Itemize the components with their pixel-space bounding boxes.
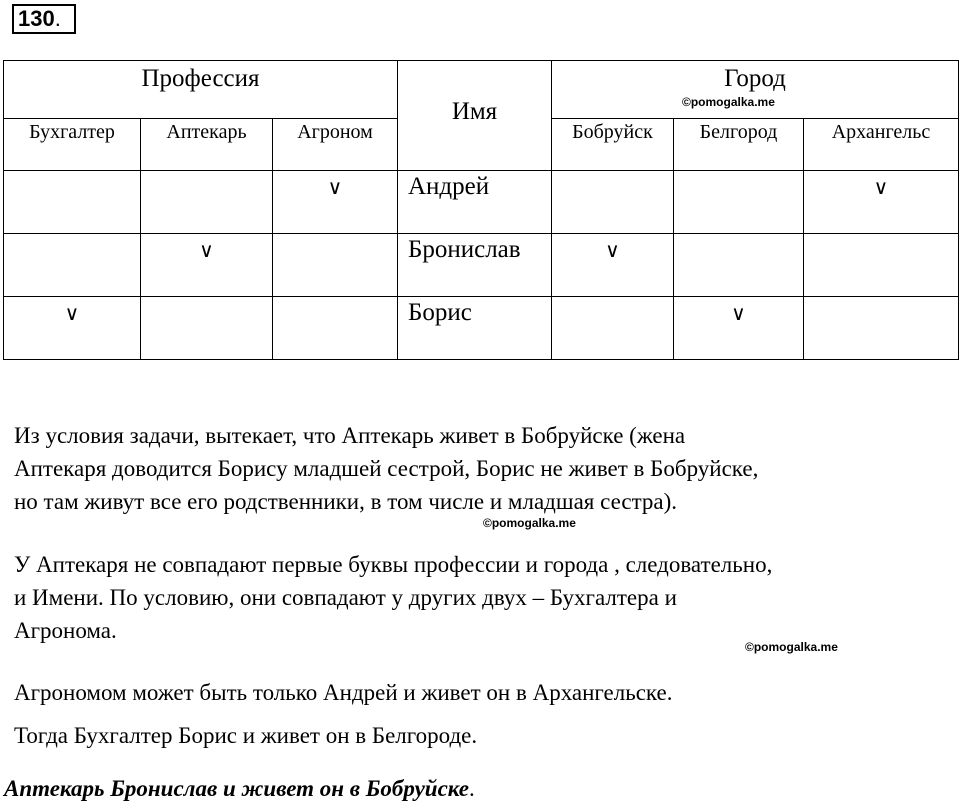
mark-cell: ∨ <box>141 234 273 297</box>
paragraph-reasoning-1 <box>14 419 758 518</box>
mark-cell <box>804 234 959 297</box>
answer-period: . <box>468 776 475 801</box>
text-line: и Имени. По условию, они совпадают у других двух – Бухгалтера и <box>14 585 677 610</box>
city-arkhangelsk: Архангельс <box>804 119 959 171</box>
city-header: Город <box>724 65 786 92</box>
table-row <box>4 297 959 360</box>
answer <box>4 772 475 805</box>
mark-cell <box>273 297 398 360</box>
header-row-top <box>4 61 959 119</box>
mark-cell <box>141 171 273 234</box>
name-header: Имя <box>398 61 552 171</box>
paragraph-reasoning-2 <box>14 548 772 647</box>
person-name: Андрей <box>398 171 552 234</box>
task-number <box>12 4 76 34</box>
mark-cell <box>4 234 141 297</box>
mark-cell <box>4 171 141 234</box>
task-number-dot: . <box>54 6 61 31</box>
person-name: Бронислав <box>398 234 552 297</box>
mark-cell <box>552 171 674 234</box>
mark-cell <box>273 234 398 297</box>
mark-cell <box>804 297 959 360</box>
mark-cell: ∨ <box>552 234 674 297</box>
text-line: но там живут все его родственники, в том числе и младшая сестра). <box>14 489 678 514</box>
table-row <box>4 234 959 297</box>
person-name: Борис <box>398 297 552 360</box>
watermark: ©pomogalka.me <box>483 516 576 530</box>
watermark: ©pomogalka.me <box>745 640 838 654</box>
text-line: У Аптекаря не совпадают первые буквы профессии и города , следовательно, <box>14 552 773 577</box>
answer-text: Аптекарь Бронислав и живет он в Бобруйске <box>4 776 469 801</box>
mark-cell: ∨ <box>674 297 804 360</box>
profession-accountant: Бухгалтер <box>4 119 141 171</box>
city-bobruisk: Бобруйск <box>552 119 674 171</box>
table-row <box>4 171 959 234</box>
mark-cell <box>141 297 273 360</box>
mark-cell <box>552 297 674 360</box>
city-header-cell <box>552 61 959 119</box>
profession-header: Профессия <box>4 61 398 119</box>
logic-table <box>3 60 959 360</box>
paragraph-accountant: Тогда Бухгалтер Борис и живет он в Белгороде. <box>14 723 478 748</box>
text-line: Агронома. <box>14 618 117 643</box>
mark-cell: ∨ <box>273 171 398 234</box>
task-number-value: 130 <box>18 6 55 31</box>
mark-cell: ∨ <box>4 297 141 360</box>
city-belgorod: Белгород <box>674 119 804 171</box>
mark-cell <box>674 171 804 234</box>
text-line: Из условия задачи, вытекает, что Аптекарь живет в Бобруйске (жена <box>14 423 686 448</box>
profession-pharmacist: Аптекарь <box>141 119 273 171</box>
text-line: Аптекаря доводится Борису младшей сестрой, Борис не живет в Бобруйске, <box>14 456 759 481</box>
watermark: ©pomogalka.me <box>682 95 775 109</box>
paragraph-agronomist: Агрономом может быть только Андрей и живет он в Архангельске. <box>14 680 673 705</box>
mark-cell: ∨ <box>804 171 959 234</box>
mark-cell <box>674 234 804 297</box>
profession-agronomist: Агроном <box>273 119 398 171</box>
